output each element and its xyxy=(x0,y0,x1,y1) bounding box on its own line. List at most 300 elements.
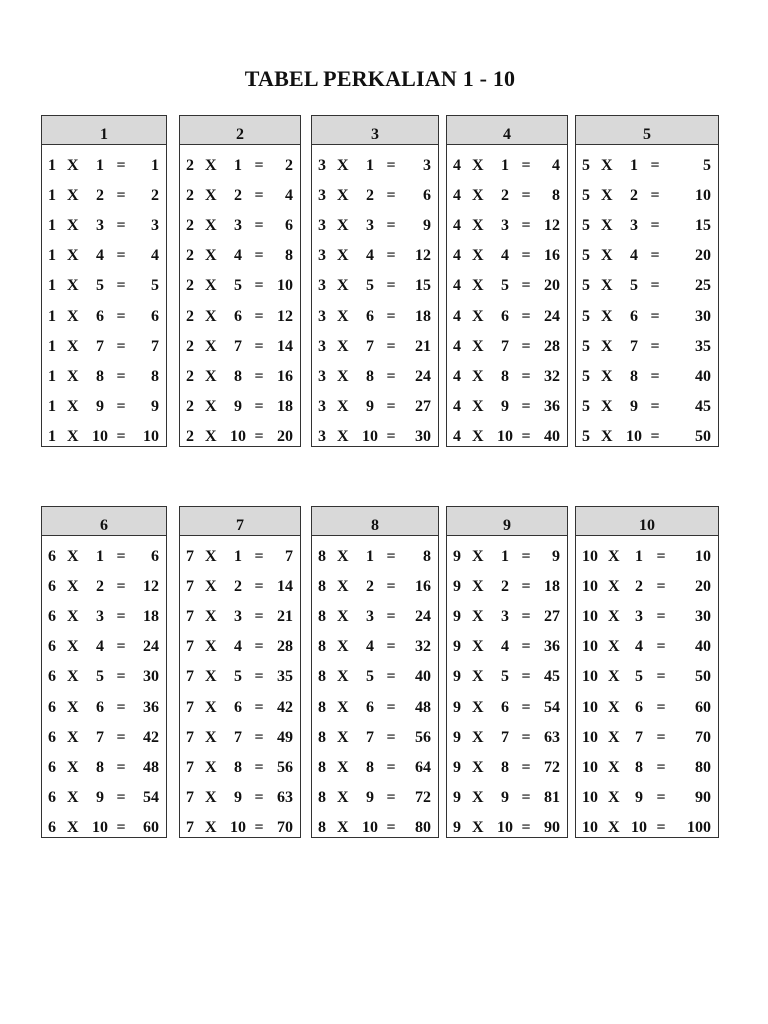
equals-sign: = xyxy=(116,277,126,295)
table-row xyxy=(576,723,718,753)
multiplier: 9 xyxy=(234,397,242,415)
multiplier: 6 xyxy=(234,307,242,325)
equals-sign: = xyxy=(521,187,531,205)
equals-sign: = xyxy=(521,548,531,566)
table-row xyxy=(42,181,166,211)
multiplicand: 4 xyxy=(453,277,461,295)
multiplier: 4 xyxy=(501,638,509,656)
product: 30 xyxy=(695,307,711,325)
multiplier: 2 xyxy=(96,578,104,596)
times-sign: X xyxy=(337,397,349,415)
multiplicand: 2 xyxy=(186,337,194,355)
multiplicand: 2 xyxy=(186,217,194,235)
times-sign: X xyxy=(337,698,349,716)
multiplicand: 5 xyxy=(582,187,590,205)
product: 8 xyxy=(151,367,159,385)
product: 28 xyxy=(277,638,293,656)
equals-sign: = xyxy=(254,277,264,295)
product: 49 xyxy=(277,728,293,746)
equals-sign: = xyxy=(521,397,531,415)
equals-sign: = xyxy=(254,668,264,686)
times-sign: X xyxy=(601,247,613,265)
equals-sign: = xyxy=(254,307,264,325)
times-sign: X xyxy=(205,668,217,686)
table-row xyxy=(42,392,166,422)
table-row xyxy=(42,542,166,572)
times-sign: X xyxy=(472,427,484,445)
table-row xyxy=(42,602,166,632)
multiplier: 8 xyxy=(635,758,643,776)
times-sign: X xyxy=(601,427,613,445)
multiplicand: 2 xyxy=(186,277,194,295)
multiplicand: 9 xyxy=(453,758,461,776)
table-body xyxy=(576,145,718,452)
table-row xyxy=(312,211,438,241)
multiplicand: 1 xyxy=(48,187,56,205)
product: 32 xyxy=(415,638,431,656)
equals-sign: = xyxy=(656,698,666,716)
table-row xyxy=(576,392,718,422)
times-sign: X xyxy=(601,217,613,235)
table-header: 4 xyxy=(447,116,567,145)
table-row xyxy=(312,181,438,211)
equals-sign: = xyxy=(386,157,396,175)
table-row xyxy=(576,602,718,632)
equals-sign: = xyxy=(116,578,126,596)
multiplier: 6 xyxy=(635,698,643,716)
equals-sign: = xyxy=(116,247,126,265)
table-row xyxy=(42,572,166,602)
product: 45 xyxy=(695,397,711,415)
product: 48 xyxy=(415,698,431,716)
table-row xyxy=(180,692,300,722)
product: 2 xyxy=(285,157,293,175)
multiplier: 3 xyxy=(96,608,104,626)
multiplier: 2 xyxy=(234,578,242,596)
times-sign: X xyxy=(337,427,349,445)
table-row xyxy=(42,753,166,783)
product: 40 xyxy=(544,427,560,445)
times-sign: X xyxy=(205,698,217,716)
equals-sign: = xyxy=(656,638,666,656)
times-sign: X xyxy=(608,788,620,806)
times-table-5 xyxy=(575,115,719,447)
times-sign: X xyxy=(337,578,349,596)
multiplier: 9 xyxy=(635,788,643,806)
product: 50 xyxy=(695,668,711,686)
times-sign: X xyxy=(337,277,349,295)
times-sign: X xyxy=(67,758,79,776)
multiplicand: 4 xyxy=(453,337,461,355)
product: 5 xyxy=(151,277,159,295)
product: 18 xyxy=(143,608,159,626)
product: 42 xyxy=(277,698,293,716)
equals-sign: = xyxy=(116,367,126,385)
product: 25 xyxy=(695,277,711,295)
times-table-4 xyxy=(446,115,568,447)
times-sign: X xyxy=(205,397,217,415)
multiplicand: 9 xyxy=(453,698,461,716)
times-table-2 xyxy=(179,115,301,447)
equals-sign: = xyxy=(656,608,666,626)
times-sign: X xyxy=(608,578,620,596)
table-row xyxy=(42,422,166,452)
times-sign: X xyxy=(601,367,613,385)
times-sign: X xyxy=(67,788,79,806)
times-table-8 xyxy=(311,506,439,838)
table-row xyxy=(42,332,166,362)
multiplicand: 9 xyxy=(453,668,461,686)
table-row xyxy=(42,783,166,813)
multiplicand: 7 xyxy=(186,698,194,716)
product: 20 xyxy=(544,277,560,295)
multiplier: 1 xyxy=(501,548,509,566)
multiplicand: 7 xyxy=(186,638,194,656)
multiplier: 7 xyxy=(234,337,242,355)
equals-sign: = xyxy=(116,698,126,716)
multiplier: 2 xyxy=(635,578,643,596)
times-table-9 xyxy=(446,506,568,838)
times-sign: X xyxy=(608,548,620,566)
equals-sign: = xyxy=(386,668,396,686)
times-sign: X xyxy=(67,728,79,746)
multiplicand: 5 xyxy=(582,337,590,355)
multiplicand: 3 xyxy=(318,307,326,325)
multiplier: 10 xyxy=(497,818,513,836)
multiplicand: 8 xyxy=(318,698,326,716)
product: 20 xyxy=(695,578,711,596)
times-sign: X xyxy=(205,307,217,325)
equals-sign: = xyxy=(254,788,264,806)
times-sign: X xyxy=(67,818,79,836)
times-sign: X xyxy=(472,337,484,355)
product: 40 xyxy=(415,668,431,686)
table-row xyxy=(447,241,567,271)
times-sign: X xyxy=(67,548,79,566)
table-body xyxy=(180,145,300,452)
equals-sign: = xyxy=(650,367,660,385)
multiplier: 4 xyxy=(501,247,509,265)
product: 6 xyxy=(151,307,159,325)
multiplicand: 10 xyxy=(582,728,598,746)
product: 27 xyxy=(544,608,560,626)
multiplier: 8 xyxy=(234,758,242,776)
table-row xyxy=(447,753,567,783)
multiplicand: 7 xyxy=(186,578,194,596)
multiplier: 9 xyxy=(366,788,374,806)
multiplicand: 10 xyxy=(582,578,598,596)
multiplicand: 5 xyxy=(582,367,590,385)
multiplicand: 4 xyxy=(453,307,461,325)
equals-sign: = xyxy=(116,427,126,445)
multiplicand: 1 xyxy=(48,217,56,235)
times-sign: X xyxy=(337,548,349,566)
multiplier: 6 xyxy=(366,698,374,716)
table-row xyxy=(576,632,718,662)
table-row xyxy=(42,723,166,753)
multiplier: 5 xyxy=(635,668,643,686)
multiplier: 8 xyxy=(234,367,242,385)
product: 35 xyxy=(277,668,293,686)
equals-sign: = xyxy=(254,397,264,415)
product: 30 xyxy=(415,427,431,445)
multiplier: 6 xyxy=(630,307,638,325)
equals-sign: = xyxy=(521,217,531,235)
multiplier: 7 xyxy=(96,728,104,746)
times-sign: X xyxy=(608,818,620,836)
multiplier: 5 xyxy=(366,277,374,295)
multiplier: 4 xyxy=(366,247,374,265)
product: 40 xyxy=(695,367,711,385)
times-sign: X xyxy=(608,668,620,686)
table-body xyxy=(42,536,166,843)
multiplicand: 2 xyxy=(186,397,194,415)
multiplicand: 10 xyxy=(582,758,598,776)
table-row xyxy=(42,632,166,662)
multiplicand: 2 xyxy=(186,427,194,445)
equals-sign: = xyxy=(650,307,660,325)
multiplicand: 10 xyxy=(582,548,598,566)
table-row xyxy=(180,211,300,241)
product: 70 xyxy=(695,728,711,746)
multiplicand: 6 xyxy=(48,548,56,566)
equals-sign: = xyxy=(254,247,264,265)
times-sign: X xyxy=(67,337,79,355)
multiplier: 7 xyxy=(96,337,104,355)
multiplicand: 7 xyxy=(186,728,194,746)
product: 100 xyxy=(687,818,711,836)
multiplier: 3 xyxy=(366,608,374,626)
multiplier: 6 xyxy=(501,307,509,325)
multiplicand: 7 xyxy=(186,818,194,836)
multiplier: 5 xyxy=(366,668,374,686)
product: 15 xyxy=(415,277,431,295)
multiplier: 2 xyxy=(501,578,509,596)
times-table-10 xyxy=(575,506,719,838)
multiplicand: 9 xyxy=(453,788,461,806)
multiplier: 1 xyxy=(96,548,104,566)
times-sign: X xyxy=(472,397,484,415)
multiplier: 7 xyxy=(234,728,242,746)
table-row xyxy=(447,602,567,632)
product: 35 xyxy=(695,337,711,355)
times-sign: X xyxy=(337,187,349,205)
times-table-6 xyxy=(41,506,167,838)
multiplier: 7 xyxy=(501,728,509,746)
table-row xyxy=(447,723,567,753)
product: 20 xyxy=(277,427,293,445)
multiplier: 9 xyxy=(366,397,374,415)
equals-sign: = xyxy=(521,818,531,836)
equals-sign: = xyxy=(521,157,531,175)
table-row xyxy=(447,692,567,722)
table-row xyxy=(42,241,166,271)
equals-sign: = xyxy=(521,758,531,776)
equals-sign: = xyxy=(521,277,531,295)
multiplicand: 1 xyxy=(48,367,56,385)
multiplier: 9 xyxy=(630,397,638,415)
multiplier: 4 xyxy=(234,247,242,265)
times-sign: X xyxy=(608,698,620,716)
multiplier: 6 xyxy=(96,698,104,716)
table-body xyxy=(180,536,300,843)
product: 6 xyxy=(151,548,159,566)
product: 50 xyxy=(695,427,711,445)
table-row xyxy=(576,813,718,843)
table-body xyxy=(312,536,438,843)
multiplier: 2 xyxy=(234,187,242,205)
times-sign: X xyxy=(337,337,349,355)
equals-sign: = xyxy=(254,548,264,566)
times-sign: X xyxy=(67,367,79,385)
multiplier: 9 xyxy=(96,788,104,806)
times-sign: X xyxy=(472,788,484,806)
table-row xyxy=(180,151,300,181)
multiplier: 8 xyxy=(96,758,104,776)
table-row xyxy=(312,692,438,722)
times-sign: X xyxy=(67,638,79,656)
multiplier: 10 xyxy=(230,427,246,445)
table-row xyxy=(447,632,567,662)
multiplicand: 9 xyxy=(453,728,461,746)
equals-sign: = xyxy=(386,187,396,205)
times-sign: X xyxy=(601,337,613,355)
product: 3 xyxy=(423,157,431,175)
times-sign: X xyxy=(608,728,620,746)
multiplier: 8 xyxy=(501,758,509,776)
equals-sign: = xyxy=(254,728,264,746)
multiplicand: 2 xyxy=(186,157,194,175)
times-sign: X xyxy=(337,758,349,776)
times-sign: X xyxy=(472,307,484,325)
multiplier: 5 xyxy=(96,668,104,686)
times-sign: X xyxy=(205,608,217,626)
product: 9 xyxy=(552,548,560,566)
table-header: 7 xyxy=(180,507,300,536)
times-sign: X xyxy=(608,608,620,626)
product: 21 xyxy=(277,608,293,626)
table-row xyxy=(180,301,300,331)
table-row xyxy=(576,301,718,331)
table-row xyxy=(576,692,718,722)
product: 80 xyxy=(415,818,431,836)
product: 15 xyxy=(695,217,711,235)
product: 48 xyxy=(143,758,159,776)
times-sign: X xyxy=(601,157,613,175)
product: 36 xyxy=(544,638,560,656)
times-sign: X xyxy=(472,548,484,566)
multiplier: 5 xyxy=(234,668,242,686)
multiplier: 9 xyxy=(234,788,242,806)
times-sign: X xyxy=(601,187,613,205)
multiplicand: 8 xyxy=(318,728,326,746)
table-row xyxy=(180,753,300,783)
table-row xyxy=(447,813,567,843)
table-row xyxy=(447,301,567,331)
product: 10 xyxy=(695,187,711,205)
multiplier: 4 xyxy=(234,638,242,656)
product: 28 xyxy=(544,337,560,355)
equals-sign: = xyxy=(521,638,531,656)
multiplicand: 10 xyxy=(582,608,598,626)
equals-sign: = xyxy=(386,728,396,746)
times-sign: X xyxy=(601,307,613,325)
times-sign: X xyxy=(67,307,79,325)
equals-sign: = xyxy=(521,427,531,445)
times-sign: X xyxy=(67,217,79,235)
product: 60 xyxy=(695,698,711,716)
table-row xyxy=(180,542,300,572)
table-row xyxy=(180,572,300,602)
product: 6 xyxy=(285,217,293,235)
product: 7 xyxy=(285,548,293,566)
multiplier: 4 xyxy=(630,247,638,265)
multiplicand: 1 xyxy=(48,307,56,325)
table-row xyxy=(576,542,718,572)
table-header: 2 xyxy=(180,116,300,145)
multiplier: 1 xyxy=(234,157,242,175)
multiplicand: 7 xyxy=(186,668,194,686)
table-row xyxy=(180,392,300,422)
equals-sign: = xyxy=(254,367,264,385)
multiplier: 2 xyxy=(366,187,374,205)
product: 36 xyxy=(544,397,560,415)
equals-sign: = xyxy=(386,818,396,836)
table-row xyxy=(447,572,567,602)
product: 16 xyxy=(544,247,560,265)
equals-sign: = xyxy=(386,578,396,596)
multiplicand: 5 xyxy=(582,157,590,175)
equals-sign: = xyxy=(116,638,126,656)
multiplicand: 1 xyxy=(48,427,56,445)
equals-sign: = xyxy=(650,157,660,175)
multiplier: 8 xyxy=(366,367,374,385)
times-sign: X xyxy=(337,217,349,235)
equals-sign: = xyxy=(254,818,264,836)
multiplicand: 1 xyxy=(48,247,56,265)
equals-sign: = xyxy=(116,157,126,175)
multiplicand: 3 xyxy=(318,247,326,265)
multiplier: 10 xyxy=(362,818,378,836)
multiplicand: 8 xyxy=(318,608,326,626)
multiplicand: 3 xyxy=(318,427,326,445)
table-row xyxy=(180,783,300,813)
table-row xyxy=(42,271,166,301)
table-row xyxy=(312,542,438,572)
multiplier: 5 xyxy=(630,277,638,295)
multiplier: 2 xyxy=(501,187,509,205)
equals-sign: = xyxy=(650,187,660,205)
product: 5 xyxy=(703,157,711,175)
table-header: 3 xyxy=(312,116,438,145)
product: 16 xyxy=(415,578,431,596)
multiplicand: 5 xyxy=(582,217,590,235)
table-row xyxy=(312,422,438,452)
equals-sign: = xyxy=(386,788,396,806)
product: 6 xyxy=(423,187,431,205)
multiplicand: 2 xyxy=(186,307,194,325)
equals-sign: = xyxy=(254,758,264,776)
equals-sign: = xyxy=(254,217,264,235)
multiplicand: 6 xyxy=(48,758,56,776)
equals-sign: = xyxy=(386,307,396,325)
times-sign: X xyxy=(472,578,484,596)
times-sign: X xyxy=(601,397,613,415)
table-row xyxy=(180,602,300,632)
table-header: 9 xyxy=(447,507,567,536)
multiplicand: 3 xyxy=(318,337,326,355)
table-body xyxy=(447,536,567,843)
